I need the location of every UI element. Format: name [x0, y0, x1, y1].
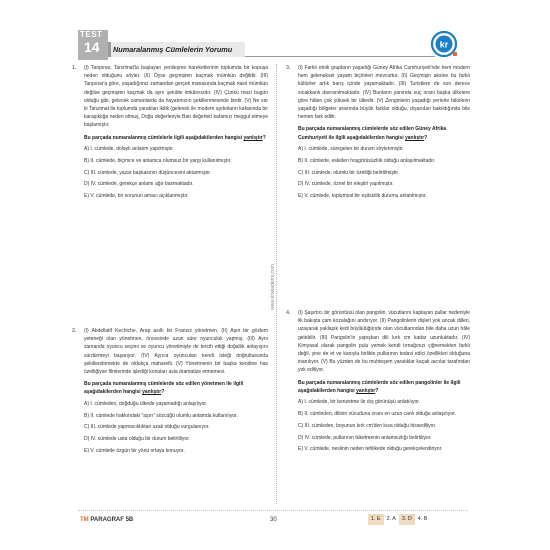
question-stem: Bu parçada numaralanmış cümlelerle ilgili aşağıdakilerden hangisi yanlıştır?	[84, 134, 266, 141]
footer-rule	[78, 510, 468, 511]
option-a[interactable]: A) I. cümlede, bir benzetme ile dış görünüşü anlatılıyor.	[298, 399, 421, 406]
page-number: 30	[270, 517, 277, 523]
option-a[interactable]: A) I. cümlede, süregelen bir durum söylenmiştir.	[298, 146, 404, 153]
option-d[interactable]: D) IV. cümlede, öznel bir eleştiri yapılmıştır.	[298, 181, 394, 188]
side-url: www.krakademi.com	[270, 264, 276, 310]
option-d[interactable]: D) IV. cümlede, gerekçe anlamı ağır basmaktadır.	[84, 181, 194, 188]
header-rule	[245, 56, 435, 57]
publisher-logo-icon	[430, 30, 460, 60]
option-c[interactable]: C) III. cümlede, yazar başkasının düşüncesini aktarmıştır.	[84, 169, 211, 176]
column-divider	[276, 64, 277, 504]
question-stem: Bu parçada numaralanmış cümlelerde söz edilen Güney Afrika Cumhuriyeti ile ilgili aşağıdakilerden hangisi yanlıştır?	[298, 126, 447, 141]
footer-brand	[80, 517, 133, 523]
question-2	[72, 327, 268, 456]
question-stem: Bu parçada numaralanmış cümlelerde söz edilen yönetmen ile ilgili aşağıdakilerden hangisi yanlıştır?	[84, 381, 244, 396]
option-c[interactable]: C) III. cümleden, boyunun kırk cm'den kısa olduğu hissediliyor.	[298, 422, 437, 429]
question-number: 4.	[286, 310, 291, 316]
question-number: 1.	[72, 65, 77, 71]
question-3	[286, 64, 470, 201]
brand-prefix: TM	[80, 517, 89, 523]
option-c[interactable]: C) III. cümlede yapmacıklıktan uzak olduğu vurgulanıyor.	[84, 424, 210, 431]
option-e[interactable]: E) V. cümlede, bir sorunun amacı açıklanmıştır.	[84, 193, 189, 200]
brand-name: PARAGRAF 5B	[90, 517, 134, 523]
option-b[interactable]: B) II. cümleden, dilinin vücuduna oranı en uzun canlı olduğu anlaşılıyor.	[298, 411, 456, 417]
question-number: 2.	[72, 328, 77, 334]
option-b[interactable]: B) II. cümlede, eskiden hoşgörüsüzlük olduğu anlaşılmaktadır.	[298, 157, 436, 164]
option-b[interactable]: B) II. cümlede, biçimce ve anlamca olumsuz bir yargı kullanılmıştır.	[84, 157, 232, 164]
option-d[interactable]: D) IV. cümlede usta olduğu bir durum belirtiliyor.	[84, 436, 190, 443]
question-paragraph: (I) Abdellatif Kechiche, Arap asıllı bir Fransız yönetmen. (II) Aşın bir gözlem yeteneği olan yönetmen, öncesinde uzun süre oyunculuk yapmış. (III) Aynı zamanda oyuncu seçimi ve oyuncu yönetimiyle de tercih ettiği doğallık anlayışını sürdürmeyi başarıyor. (IV) Ayrıca oyuncuları kendi isteği doğrultusunda şekillendirmekte de oldukça maharetli. (V) Yönetmenin bir başka kendine has özelliğiyse filmlerinde işlediği konuları asla dramatize etmemesi.	[84, 328, 268, 376]
answer-key-item: 1. E	[368, 514, 384, 525]
answer-key-item: 3. D	[399, 514, 415, 525]
test-label: TEST	[80, 30, 103, 39]
option-c[interactable]: C) III. cümlede, olumlu bir özelliği belirtilmiştir.	[298, 169, 400, 176]
question-1	[72, 64, 268, 201]
answer-key-item: 2. A	[386, 516, 396, 522]
page-title: Numaralanmış Cümlelerin Yorumu	[113, 45, 233, 54]
test-number: 14	[84, 39, 100, 55]
question-paragraph: (I) Tanpınar, Tanzimat'la başlayan yenileşme hareketlerinin toplumda bir kopuşa neden olduğunu söyler. (II) Öyse geçmişten kaçmak mümkün değildir. (III) Tanpınar'a göre, yaşadığımız zamandan gerçek manasında kaçmak nasıl mümkün değilse geçmişten kaçmak da aynı şekilde imkânsızdır. (IV) Çünkü mazi bugün olduğu gibi, gelecek zamanlarda da hayatımızın şekillenmesinde birdir. (V) Ne var ki Tanzimat ile toplumda yaratılan ikilik (gelenek ile modern aydınların kafasında bir karaşıklığa neden olmuş, Doğu değerleriyle Batı değerleri kafamızı meşgul etmeye başlamıştır.	[84, 65, 268, 129]
question-number: 3.	[286, 65, 291, 71]
question-4	[286, 309, 470, 454]
option-e[interactable]: E) V. cümlede, toplumsal bir eşitsizlik durumu anlatılmıştır.	[298, 193, 427, 200]
option-b[interactable]: B) II. cümlede hakkındaki "aşırı" sözcüğü olumlu anlamda kullanılıyor.	[84, 412, 238, 419]
answer-key-item: 4. B	[417, 516, 428, 522]
question-paragraph: (I) Şaşırtıcı bir görüntüsü olan pangolin, vücutlarını kaplayan pullar nedeniyle ilk bakışta çam kozalağını andırıyor. (II) Pangolinlerin dişleri yok ancak dilleri, uzayarak yaklaşık kedi büyüklüğünde olan vücutlarından bile daha uzun hâle gelebilir. (III) Pangolin'in yapışkan dili kırk cm kadar uzunluktadır. (IV) Kimyasal olarak pangolin pulu yemek kendi tırnağınızı çiğnemekten farklı değil, yine de et ve kanıyla birlikte pullarının tedavi edici özellikleri olduğuna inanılıyor. (V) Bu yüzden de bu muhteşem yaratıklar kaçak avcılar tarafından yok ediliyor.	[298, 310, 470, 374]
answer-key	[368, 514, 430, 525]
option-e[interactable]: E) V. cümlede, neslinin neden tehlikede olduğu gerekçelendiriyor.	[298, 446, 443, 453]
question-paragraph: (I) Farklı etnik grupların yaşadığı Güney Afrika Cumhuriyeti'nde hem modern hem geleneksel yaşam biçimleri mevcuttur. (II) Geçmişin aksine bu farklı kültürler artık barış içinde yaşamaktadır. (III) Turistlere de son derece sıcakkanlı davranılmaktadır. (IV) Bunların yanında suç oranı başka ülkelere göre hâlen çok yüksek bir ülkedir. (V) Zenginlerin yaşadığı yerlerle fakirlerin yaşadığı bölgeler arasında büyük farklar olduğu, dışarıdan bakıldığında bile hemen fark edilir.	[298, 65, 470, 121]
question-stem: Bu parçada numaralanmış cümlelerde söz edilen pangolinler ile ilgili aşağıdakilerden hangisi yanlıştır?	[298, 379, 461, 394]
logo-text: kr	[439, 39, 449, 50]
option-e[interactable]: E) V. cümlede özgün bir yönü ortaya konuyor.	[84, 447, 185, 454]
option-a[interactable]: A) I. cümleden, doğduğu ülkede yaşamadığı anlaşılıyor.	[84, 400, 208, 407]
option-d[interactable]: D) IV. cümlede, pullarının tüketmenin anlamsızlığı belirtiliyor.	[298, 434, 432, 441]
option-a[interactable]: A) I. cümlede, dolaylı anlatım yapılmıştır.	[84, 146, 175, 153]
